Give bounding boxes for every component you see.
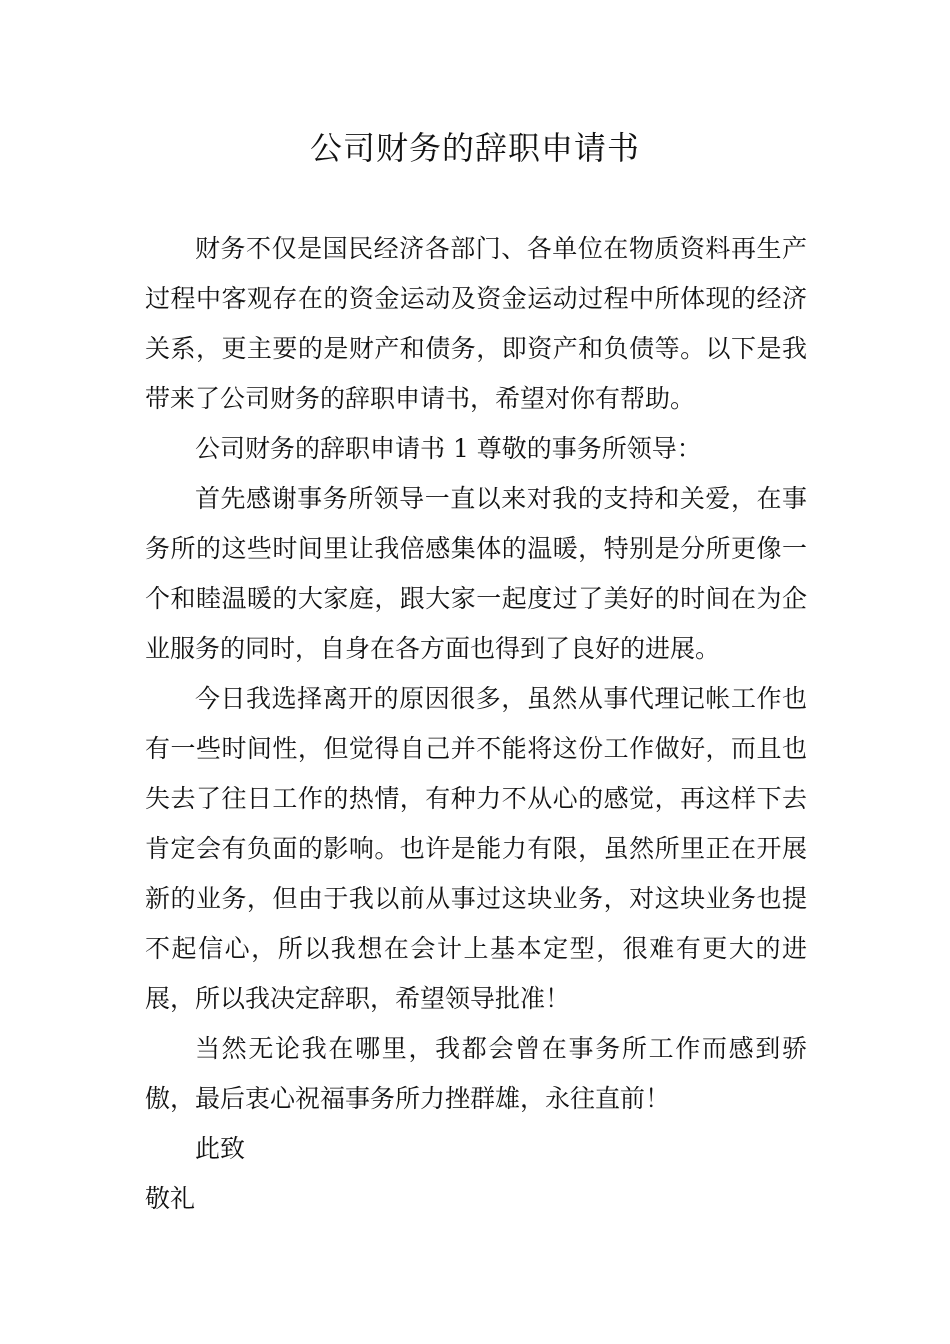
document-body bbox=[145, 224, 807, 1224]
document-title: 公司财务的辞职申请书 bbox=[309, 129, 640, 167]
paragraph-thanks: 首先感谢事务所领导一直以来对我的支持和关爱，在事务所的这些时间里让我倍感集体的温暖，特别是分所更像一个和睦温暖的大家庭，跟大家一起度过了美好的时间在为企业服务的同时，自身在各方面也得到了良好的进展。 bbox=[145, 484, 807, 663]
paragraph-blessing: 当然无论我在哪里，我都会曾在事务所工作而感到骄傲，最后衷心祝福事务所力挫群雄，永往直前！ bbox=[145, 1034, 807, 1113]
paragraph-closing: 此致 bbox=[195, 1134, 246, 1163]
paragraph-regards: 敬礼 bbox=[145, 1184, 196, 1213]
paragraph-reasons: 今日我选择离开的原因很多，虽然从事代理记帐工作也有一些时间性，但觉得自己并不能将这份工作做好，而且也失去了往日工作的热情，有种力不从心的感觉，再这样下去肯定会有负面的影响。也许是能力有限，虽然所里正在开展新的业务，但由于我以前从事过这块业务，对这块业务也提不起信心，所以我想在会计上基本定型，很难有更大的进展，所以我决定辞职，希望领导批准！ bbox=[145, 684, 807, 1013]
paragraph-intro: 财务不仅是国民经济各部门、各单位在物质资料再生产过程中客观存在的资金运动及资金运动过程中所体现的经济关系，更主要的是财产和债务，即资产和负债等。以下是我带来了公司财务的辞职申请书，希望对你有帮助。 bbox=[145, 234, 807, 413]
paragraph-salutation: 公司财务的辞职申请书 1 尊敬的事务所领导： bbox=[195, 434, 702, 463]
